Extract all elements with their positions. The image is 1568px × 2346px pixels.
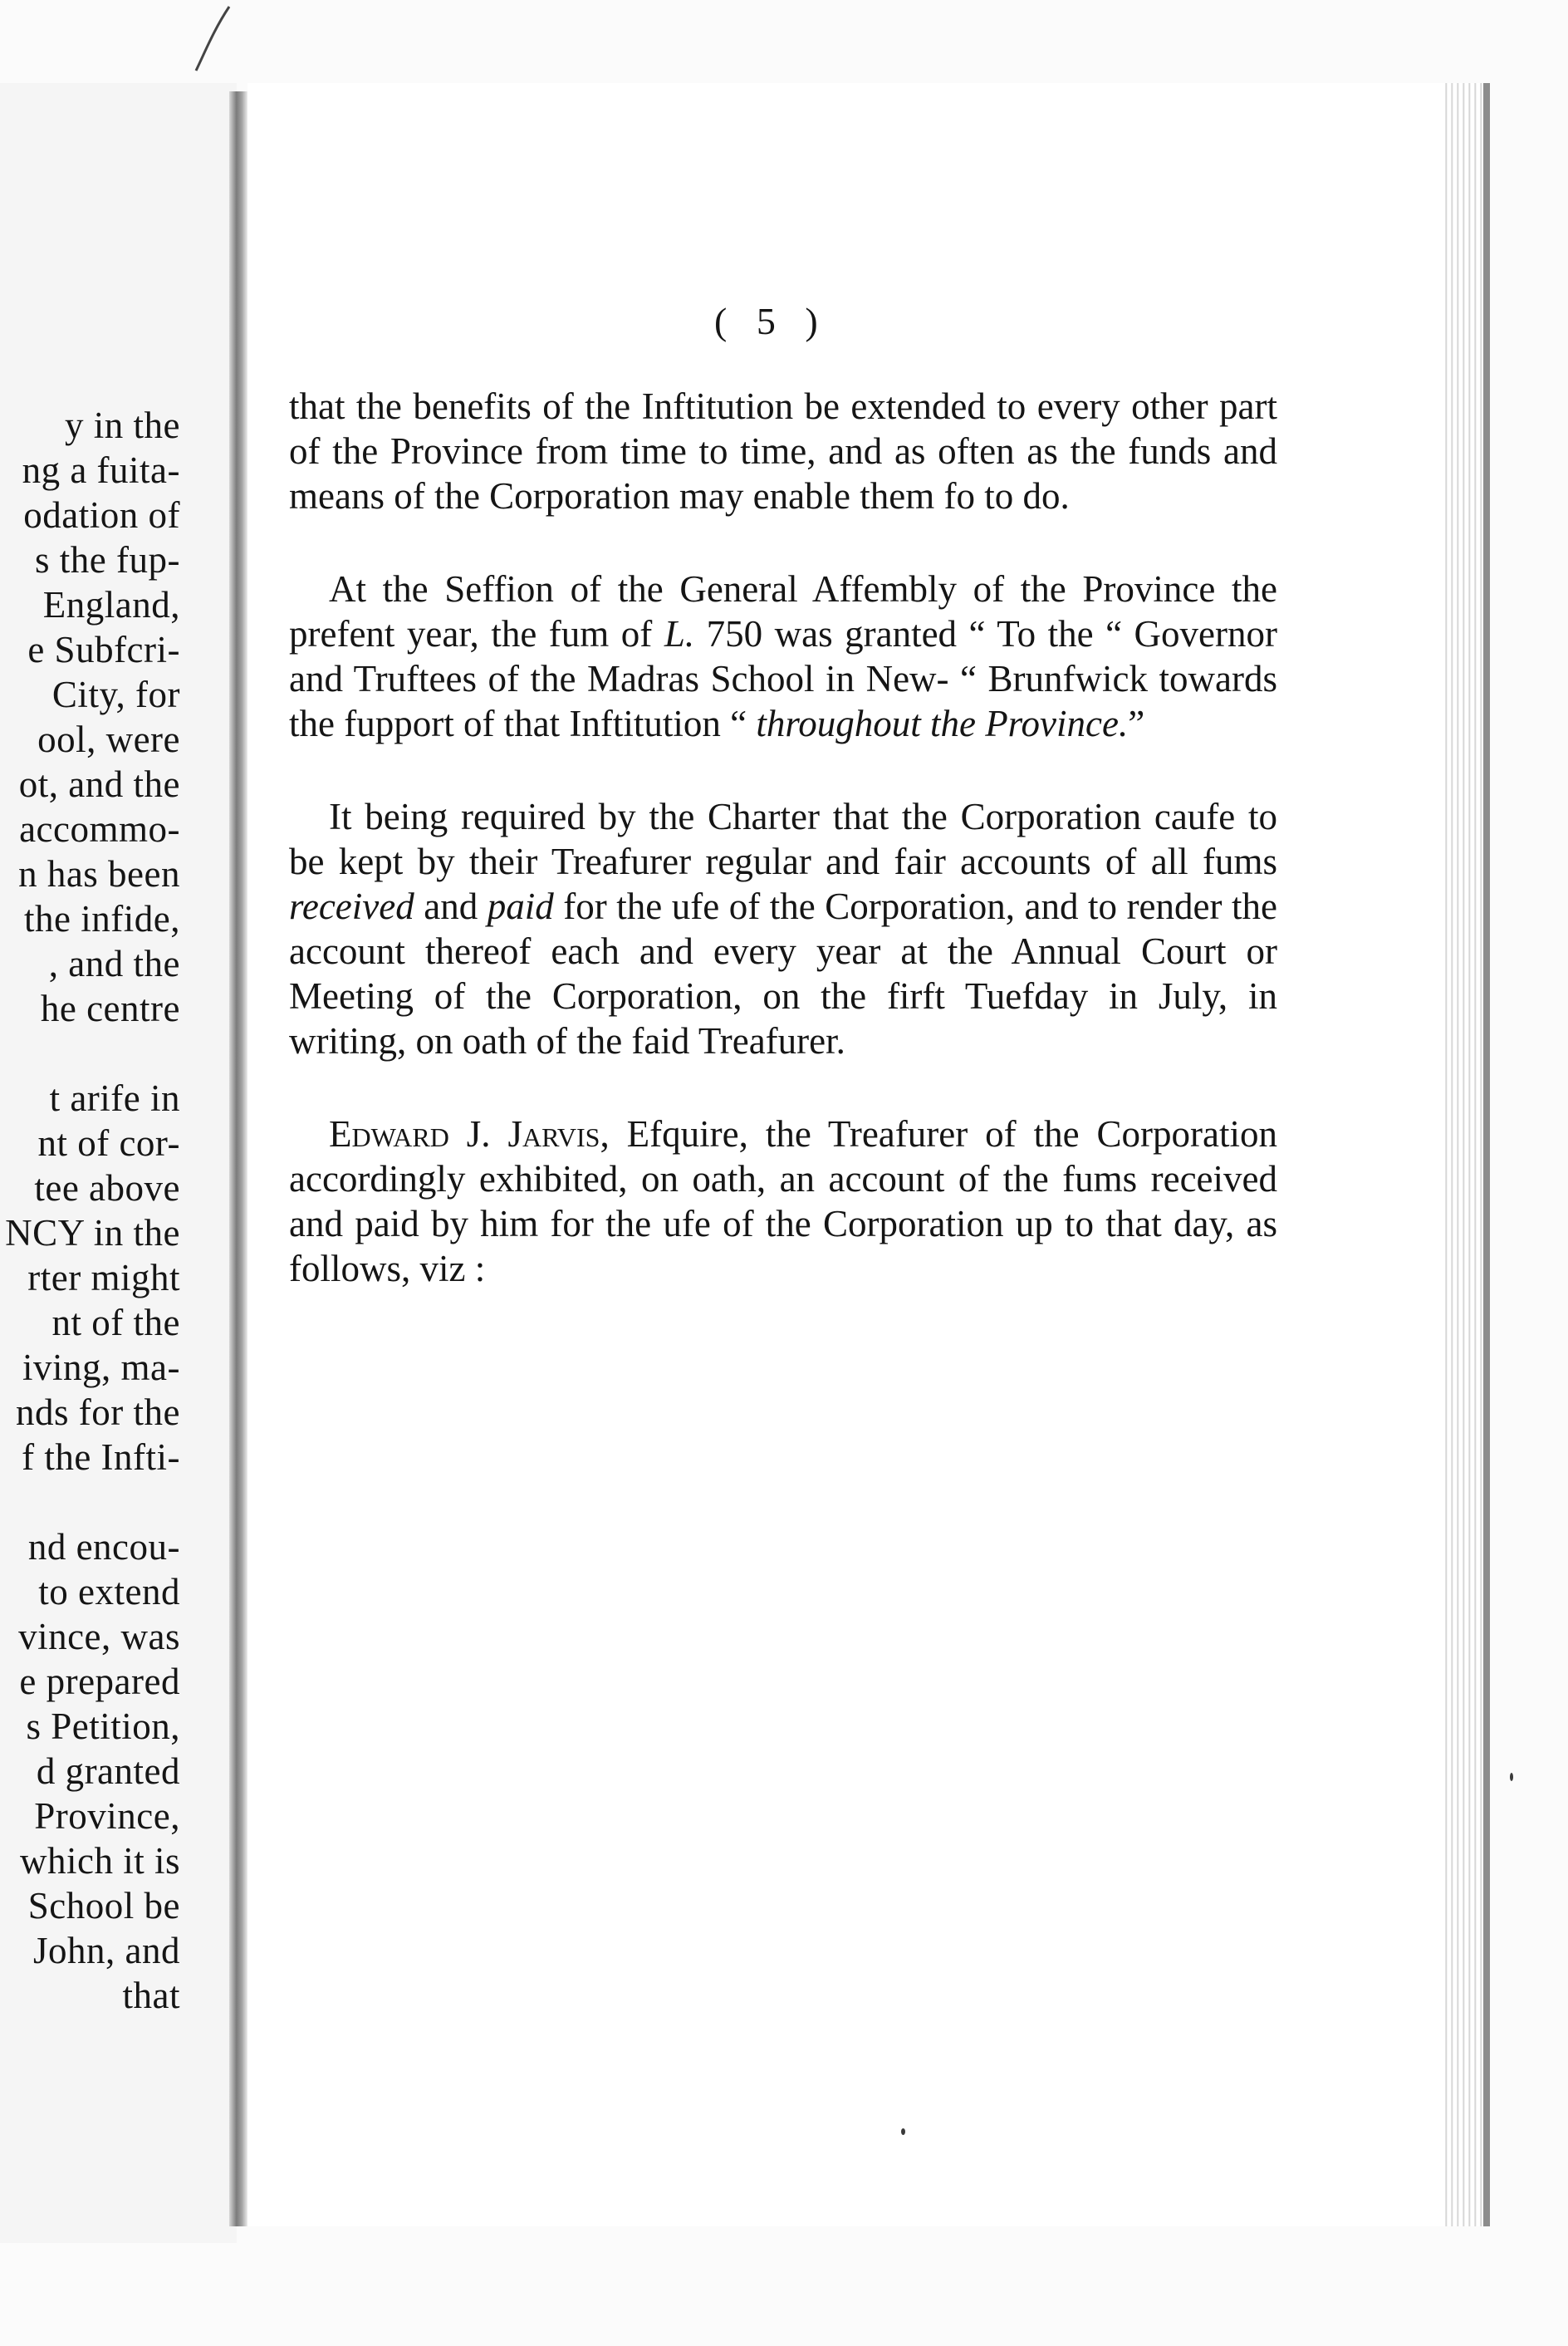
page-edges	[1442, 83, 1485, 2226]
facing-page-line: e prepared	[19, 1661, 180, 1702]
facing-page-line: odation of	[23, 494, 180, 536]
facing-page-line: d granted	[36, 1750, 180, 1792]
pencil-mark	[189, 0, 239, 75]
facing-page-line: ot, and the	[18, 763, 180, 805]
ink-speck	[901, 2128, 905, 2135]
facing-page-line: Province,	[34, 1795, 180, 1837]
facing-page-line: which it is	[20, 1840, 180, 1882]
facing-page-line	[5, 1480, 180, 1524]
paragraph-charter: It being required by the Charter that the Corporation caufe to be kept by their Treafurer regular and fair accounts of all fums received and paid for the ufe of the Corporation, and to render the account thereof each and every year at the Annual Court or Meeting of the Corporation, on the firft Tuefday in July, in writing, on oath of the faid Treafurer.	[289, 796, 1277, 1062]
facing-page-line: y in the	[65, 405, 180, 446]
page-number: ( 5 )	[714, 300, 828, 342]
facing-page-line: t arife in	[49, 1077, 180, 1119]
facing-page-line: nt of the	[51, 1302, 180, 1343]
facing-page-line: vince, was	[18, 1616, 180, 1657]
book-gutter	[229, 91, 247, 2226]
facing-page-text	[5, 403, 180, 2018]
facing-page-line: nt of cor-	[37, 1122, 180, 1164]
facing-page-line: e Subfcri-	[27, 629, 180, 670]
facing-page-line: rter might	[27, 1257, 180, 1298]
facing-page-line: f the Infti-	[22, 1436, 180, 1478]
facing-page-line: to extend	[38, 1571, 180, 1612]
facing-page-line: that	[122, 1975, 180, 2016]
ink-speck	[1510, 1773, 1513, 1781]
paragraph-continuation: that the benefits of the Inftitution be extended to every other part of the Province from time to time, and as often as the funds and means of the Corporation may enable them fo to do.	[289, 385, 1277, 517]
treasurer-name: Edward J. Jarvis,	[329, 1113, 610, 1155]
paragraph-treasurer: Edward J. Jarvis, Efquire, the Treafurer of the Corporation accordingly exhibited, on oath, an account of the fums received and paid by him for the ufe of the Corporation up to that day, as follows, viz :	[289, 1113, 1277, 1289]
facing-page-line: tee above	[34, 1167, 180, 1209]
page-edge-shadow	[1483, 83, 1490, 2226]
paragraph-general-assembly: At the Seffion of the General Affembly of the Province the prefent year, the fum of L. 750 was granted “ To the “ Governor and Truftees of the Madras School in New- “ Brunfwick towards the fupport of that Inftitution “ throughout the Province.”	[289, 568, 1277, 744]
facing-page-line: , and the	[48, 943, 180, 984]
facing-page-line: accommo-	[19, 808, 180, 850]
facing-page-line: England,	[42, 584, 180, 626]
facing-page-line: iving, ma-	[22, 1347, 180, 1388]
facing-page-line: s the fup-	[35, 539, 180, 581]
body-text	[289, 384, 1277, 1339]
facing-page-line: School be	[27, 1885, 180, 1926]
facing-page-line	[5, 1031, 180, 1076]
facing-page-line: City, for	[51, 674, 180, 715]
facing-page-line: the infide,	[24, 898, 180, 940]
facing-page-line: he centre	[40, 988, 180, 1029]
facing-page-line: ng a fuita-	[22, 449, 180, 491]
facing-page-line: n has been	[18, 853, 180, 895]
facing-page-line: ool, were	[37, 719, 180, 760]
facing-page-fragment	[0, 83, 237, 2243]
facing-page-line: nds for the	[16, 1391, 180, 1433]
facing-page-line: s Petition,	[26, 1706, 180, 1747]
facing-page-line: John, and	[33, 1930, 180, 1971]
facing-page-line: NCY in the	[5, 1212, 180, 1254]
facing-page-line: nd encou-	[27, 1526, 180, 1568]
